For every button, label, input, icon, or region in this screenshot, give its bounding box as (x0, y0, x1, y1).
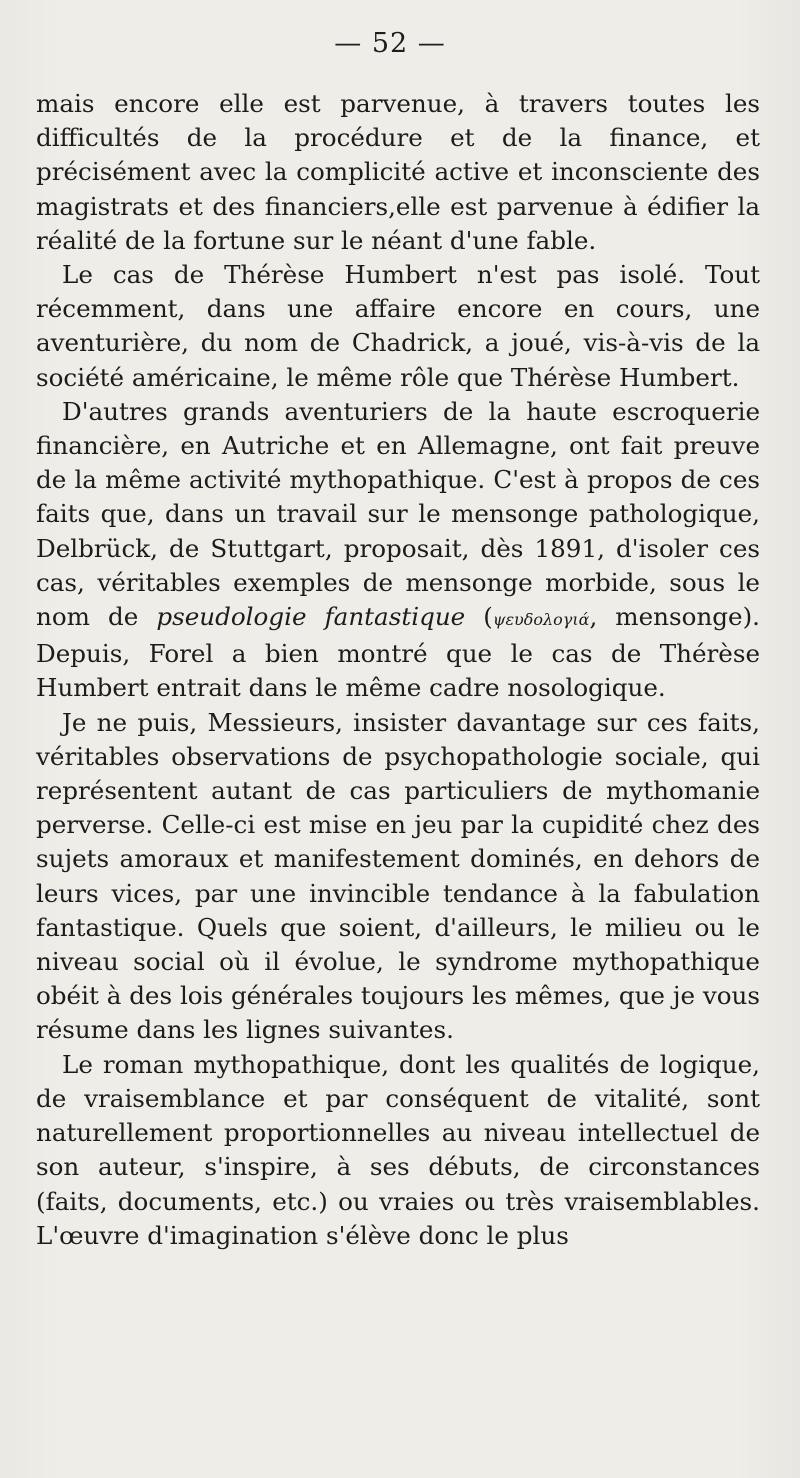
paragraph-4: Je ne puis, Messieurs, insister davantage sur ces faits, véritables observations de psychopathologie sociale, qui représentent autant de cas particuliers de mythomanie perverse. Celle-ci est mise en jeu par la cupidité chez des sujets amoraux et manifestement dominés, en dehors de leurs vices, par une invincible tendance à la fabulation fantastique. Quels que soient, d'ailleurs, le milieu ou le niveau social où il évolue, le syndrome mythopathique obéit à des lois générales toujours les mêmes, que je vous résume dans les lignes suivantes. (36, 707, 760, 1045)
body-text (36, 87, 760, 1253)
paragraph-2: Le cas de Thérèse Humbert n'est pas isolé. Tout récemment, dans une affaire encore en cours, une aventurière, du nom de Chadrick, a joué, vis-à-vis de la société américaine, le même rôle que Thérèse Humbert. (36, 260, 760, 392)
page-number: — 52 — (334, 28, 446, 59)
paragraph-3-text-before: D'autres grands aventuriers de la haute escroquerie financière, en Autriche et en Allemagne, ont fait preuve de la même activité mythopathique. C'est à propos de ces faits que, dans un travail sur le mensonge pathologique, Delbrück, de Stuttgart, proposait, dès 1891, d'isoler ces cas, véritables exemples de mensonge morbide, sous le nom de (36, 396, 760, 632)
paragraph-1: mais encore elle est parvenue, à travers toutes les difficultés de la procédure et de la finance, et précisément avec la complicité active et inconsciente des magistrats et des financiers,elle est parvenue à édifier la réalité de la fortune sur le néant d'une fable. (36, 89, 760, 255)
pseudologie-fantastique-term: pseudologie fantastique (156, 602, 466, 632)
paragraph-3 (36, 395, 760, 706)
paragraph-3-text-after: , mensonge). Depuis, Forel a bien montré que le cas de Thérèse Humbert entrait dans le même cadre nosologique. (36, 602, 760, 703)
paragraph-5: Le roman mythopathique, dont les qualités de logique, de vraisemblance et par conséquent de vitalité, sont naturellement proportionnelles au niveau intellectuel de son auteur, s'inspire, à ses débuts, de circonstances (faits, documents, etc.) ou vraies ou très vraisemblables. L'œuvre d'imagination s'élève donc le plus (36, 1049, 760, 1250)
paragraph-3-open-paren: ( (465, 602, 493, 632)
greek-term: ψευδολογιά (492, 610, 590, 630)
